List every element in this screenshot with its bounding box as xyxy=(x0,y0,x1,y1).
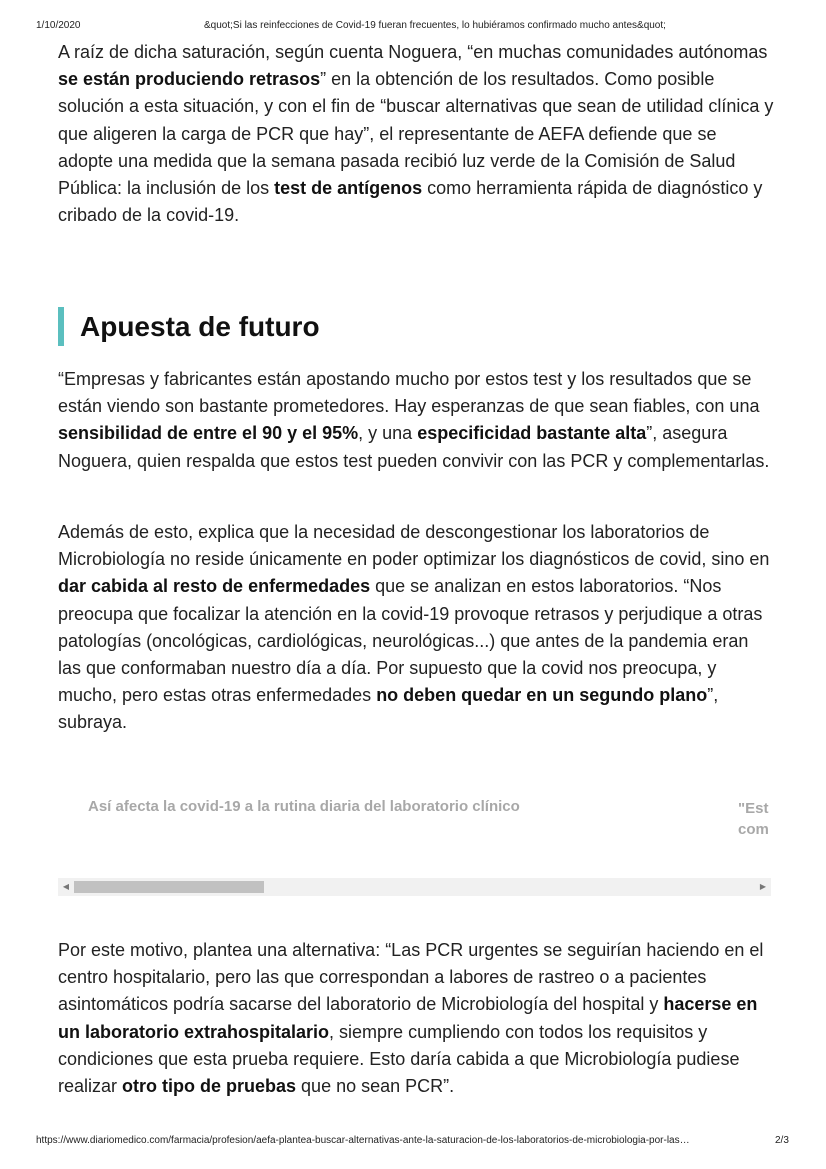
paragraph-other-diseases xyxy=(58,519,774,737)
scrollbar-thumb[interactable] xyxy=(74,881,264,893)
text: A raíz de dicha saturación, según cuenta Noguera, “en muchas comunidades autónomas xyxy=(58,42,768,62)
text: “Empresas y fabricantes están apostando mucho por estos test y los resultados que se están viendo son bastante prometedores. Hay esperanzas de que sean fiables, con una xyxy=(58,369,760,417)
text: , y una xyxy=(358,423,418,444)
bold-text: no deben quedar en un segundo plano xyxy=(376,685,708,706)
bold-text: se están produciendo retrasos xyxy=(58,69,321,90)
print-date: 1/10/2020 xyxy=(36,20,81,31)
text: Además de esto, explica que la necesidad de descongestionar los laboratorios de Microbiología no reside únicamente en poder optimizar los diagnósticos de covid, sino en xyxy=(58,522,770,570)
horizontal-scrollbar[interactable] xyxy=(58,878,771,896)
related-article-link[interactable]: Así afecta la covid-19 a la rutina diaria del laboratorio clínico xyxy=(88,798,520,815)
paragraph-results-delay xyxy=(58,39,774,229)
scroll-right-arrow-icon[interactable]: ▶ xyxy=(759,882,767,891)
paragraph-antigen-tests xyxy=(58,366,774,475)
print-page-title: &quot;Si las reinfecciones de Covid-19 fueran frecuentes, lo hubiéramos confirmado mucho antes&quot; xyxy=(204,20,666,31)
text: que no sean PCR”. xyxy=(296,1076,455,1097)
text: ”, asegura Noguera, quien respalda que estos test pueden convivir con las PCR y complementarlas. xyxy=(58,423,770,471)
related-article-link[interactable]: "Est com xyxy=(738,800,769,838)
text: Por este motivo, plantea una alternativa: “Las PCR urgentes se seguirían haciendo en el centro hospitalario, pero las que correspondan a labores de rastreo o a pacientes asintomáticos podría sacarse del laboratorio de Microbiología del hospital y xyxy=(58,940,764,1015)
text: , siempre cumpliendo con todos los requisitos y condiciones que esta prueba requiere. Esto daría cabida a que Microbiología pudiese realizar xyxy=(58,1021,740,1097)
bold-text: especificidad bastante alta xyxy=(417,423,647,444)
bold-text: hacerse en un laboratorio extrahospitalario xyxy=(58,994,758,1042)
paragraph-alternative xyxy=(58,937,774,1100)
bold-text: otro tipo de pruebas xyxy=(122,1076,297,1097)
bold-text: dar cabida al resto de enfermedades xyxy=(58,576,371,597)
scroll-left-arrow-icon[interactable]: ◀ xyxy=(62,882,70,891)
text: ”, subraya. xyxy=(58,685,719,733)
bold-text: sensibilidad de entre el 90 y el 95% xyxy=(58,423,359,444)
bold-text: test de antígenos xyxy=(274,178,423,199)
section-heading: Apuesta de futuro xyxy=(58,307,320,346)
page-number: 2/3 xyxy=(775,1135,789,1146)
print-url: https://www.diariomedico.com/farmacia/profesion/aefa-plantea-buscar-alternativas-ante-la-saturacion-de-los-laboratorios-de-microbiologia-por-las… xyxy=(36,1135,690,1146)
text: que se analizan en estos laboratorios. “Nos preocupa que focalizar la atención en la covid-19 provoque retrasos y perjudique a otras patologías (oncológicas, cardiológicas, neurológicas...) que antes de la pandemia eran las que conformaban nuestro día a día. Por supuesto que la covid nos preocupa, y mucho, pero estas otras enfermedades xyxy=(58,576,763,706)
text: ” en la obtención de los resultados. Como posible solución a esta situación, y con el fin de “buscar alternativas que sean de utilidad clínica y que aligeren la carga de PCR que hay”, el representante de AEFA defiende que se adopte una medida que la semana pasada recibió luz verde de la Comisión de Salud Pública: la inclusión de los xyxy=(58,69,774,199)
related-articles-carousel xyxy=(58,790,771,898)
text: como herramienta rápida de diagnóstico y cribado de la covid-19. xyxy=(58,178,763,226)
